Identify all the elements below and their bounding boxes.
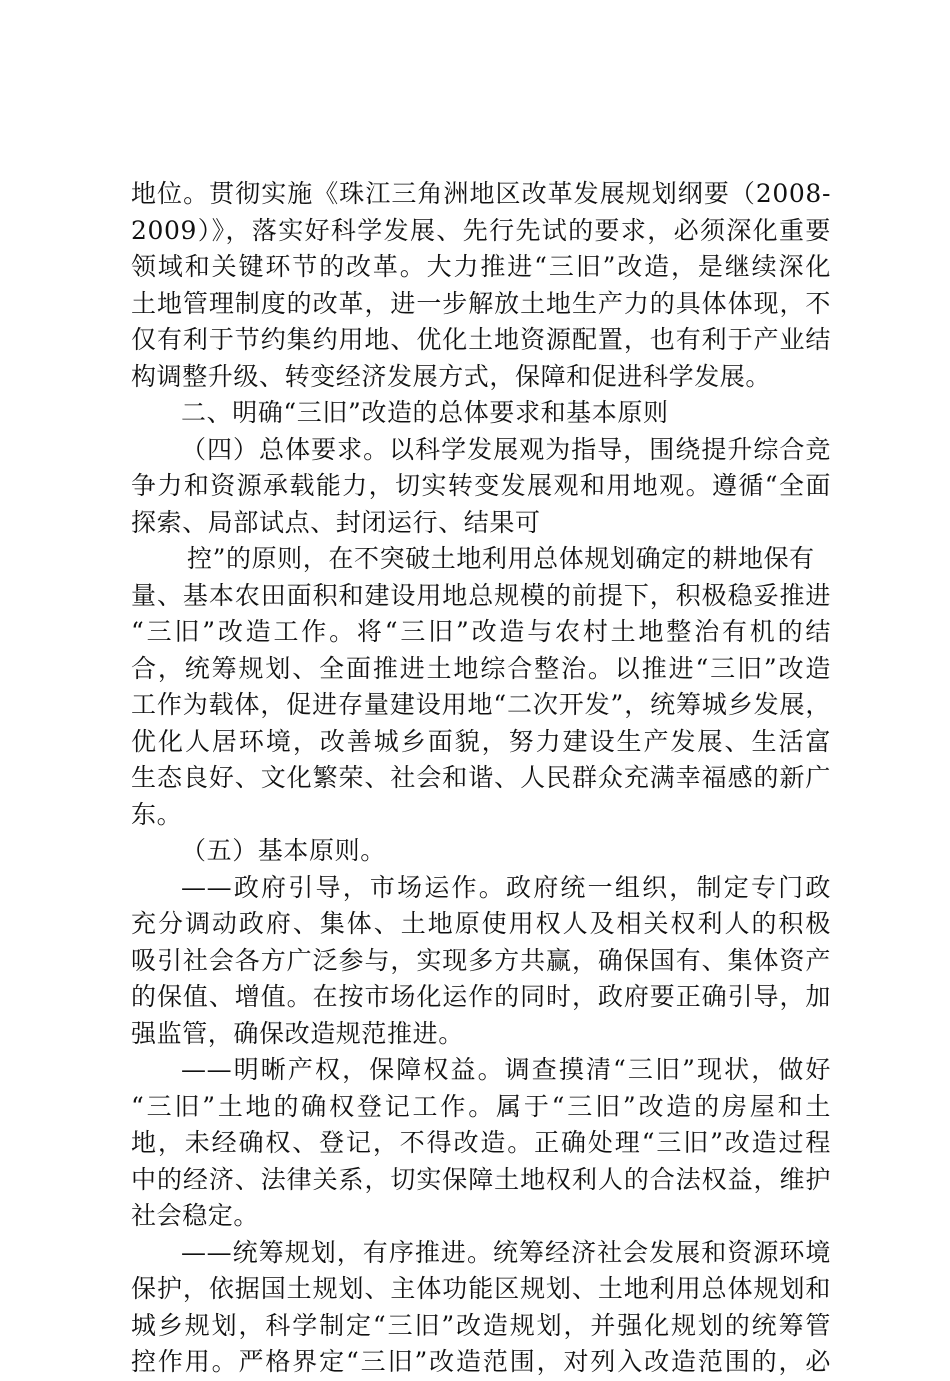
text-line: 东。 [131, 799, 183, 829]
text-line: 生态良好、文化繁荣、社会和谐、人民群众充满幸福感的新广 [131, 763, 831, 792]
text-line: （四）总体要求。以科学发展观为指导，围绕提升综合竞 [181, 434, 831, 464]
text-line: ——政府引导，市场运作。政府统一组织，制定专门政 [181, 872, 831, 902]
section-heading: 二、明确“三旧”改造的总体要求和基本原则 [181, 398, 669, 427]
text-line: 探索、局部试点、封闭运行、结果可 [131, 507, 541, 537]
text-line: 量、基本农田面积和建设用地总规模的前提下，积极稳妥推进 [131, 580, 831, 610]
text-line: 中的经济、法律关系，切实保障土地权利人的合法权益，维护 [131, 1164, 831, 1194]
text-line: 吸引社会各方广泛参与，实现多方共赢，确保国有、集体资产 [131, 945, 831, 975]
text-line: 土地管理制度的改革，进一步解放土地生产力的具体体现，不 [131, 288, 831, 318]
text-line: “三旧”土地的确权登记工作。属于“三旧”改造的房屋和土 [131, 1091, 831, 1121]
text-line: 控作用。严格界定“三旧”改造范围，对列入改造范围的，必 [131, 1347, 831, 1376]
text-line: 保护，依据国土规划、主体功能区规划、土地利用总体规划和 [131, 1274, 831, 1303]
text-line: 构调整升级、转变经济发展方式，保障和促进科学发展。 [131, 361, 772, 391]
text-line: 仅有利于节约集约用地、优化土地资源配置，也有利于产业结 [131, 325, 831, 354]
text-line: 城乡规划，科学制定“三旧”改造规划，并强化规划的统筹管 [131, 1310, 831, 1340]
text-line: 领域和关键环节的改革。大力推进“三旧”改造，是继续深化 [131, 252, 831, 281]
text-line: 合，统筹规划、全面推进土地综合整治。以推进“三旧”改造 [131, 653, 831, 683]
text-line: “三旧”改造工作。将“三旧”改造与农村土地整治有机的结 [131, 617, 831, 646]
text-line: 地位。贯彻实施《珠江三角洲地区改革发展规划纲要（2008- [131, 179, 831, 208]
text-line: 工作为载体，促进存量建设用地“二次开发”，统筹城乡发展， [131, 690, 831, 719]
text-line: 强监管，确保改造规范推进。 [131, 1018, 464, 1048]
text-line: 充分调动政府、集体、土地原使用权人及相关权利人的积极 [131, 909, 831, 938]
document-body [131, 176, 831, 1381]
text-line: ——明晰产权，保障权益。调查摸清“三旧”现状，做好 [181, 1055, 831, 1084]
text-line: 争力和资源承载能力，切实转变发展观和用地观。遵循“全面 [131, 471, 831, 500]
text-line: 地，未经确权、登记，不得改造。正确处理“三旧”改造过程 [131, 1128, 831, 1157]
text-line: 社会稳定。 [131, 1201, 260, 1230]
text-line: ——统筹规划，有序推进。统筹经济社会发展和资源环境 [181, 1237, 831, 1267]
text-line: 的保值、增值。在按市场化运作的同时，政府要正确引导，加 [131, 982, 831, 1011]
text-line: 优化人居环境，改善城乡面貌，努力建设生产发展、生活富 [131, 726, 831, 756]
subsection-heading: （五）基本原则。 [181, 836, 386, 865]
text-line: 控”的原则，在不突破土地利用总体规划确定的耕地保有 [187, 544, 815, 573]
text-line: 2009）》，落实好科学发展、先行先试的要求，必须深化重要 [131, 215, 831, 245]
